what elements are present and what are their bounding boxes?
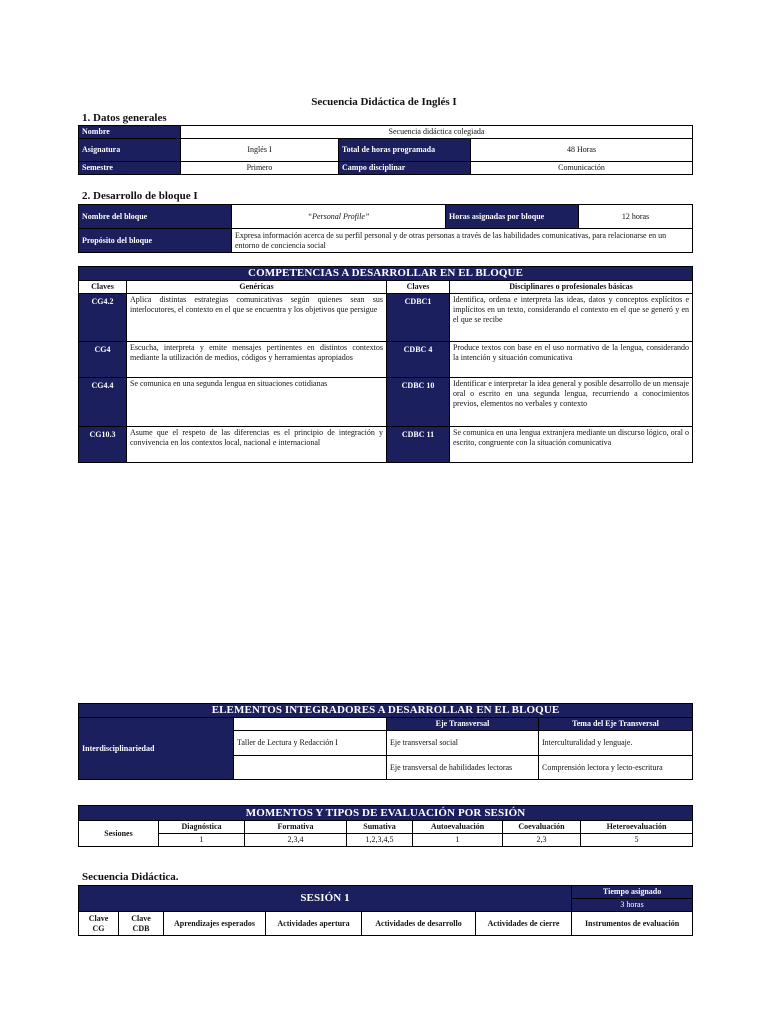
table-row: [79, 378, 693, 427]
col-clave-cdb: Clave CDB: [119, 912, 164, 936]
eval-value: 5: [581, 834, 693, 847]
col-desarrollo: Actividades de desarrollo: [362, 912, 476, 936]
eval-value: 1: [159, 834, 245, 847]
generica-text: Asume que el respeto de las diferencias es el principio de integración y convivencia en los contextos local, nacional e internacional: [127, 427, 387, 463]
horas-value: 12 horas: [579, 205, 693, 229]
tiempo-value: 3 horas: [572, 899, 693, 912]
col-cierre: Actividades de cierre: [476, 912, 572, 936]
total-horas-value: 48 Horas: [471, 139, 693, 162]
tema-item: Interculturalidad y lenguaje.: [539, 731, 693, 756]
col-tema-eje: Tema del Eje Transversal: [539, 718, 693, 731]
table-row: [79, 294, 693, 342]
competencias-header: COMPETENCIAS A DESARROLLAR EN EL BLOQUE: [79, 267, 693, 281]
cdb-key: CDBC 4: [387, 342, 450, 378]
col-instrumentos: Instrumentos de evaluación: [572, 912, 693, 936]
disciplinar-text: Identifica, ordena e interpreta las ideas, datos y conceptos explícitos e implícitos en un texto, considerando el contexto en el que se generó y en el que se recibe: [450, 294, 693, 342]
generica-text: Aplica distintas estrategias comunicativas según quienes sean sus interlocutores, el contexto en el que se encuentra y los objetivos que persigue: [127, 294, 387, 342]
semestre-value: Primero: [181, 162, 339, 175]
eval-type: Autoevaluación: [413, 821, 503, 834]
section-2-heading: 2. Desarrollo de bloque I: [82, 190, 198, 202]
campo-value: Comunicación: [471, 162, 693, 175]
nombre-bloque-label: Nombre del bloque: [79, 205, 232, 229]
evaluacion-header: MOMENTOS Y TIPOS DE EVALUACIÓN POR SESIÓN: [79, 806, 693, 821]
cdb-key: CDBC1: [387, 294, 450, 342]
col-genericas: Genéricas: [127, 281, 387, 294]
table-row: [79, 427, 693, 463]
eje-item: Eje transversal de habilidades lectoras: [387, 756, 539, 780]
generica-text: Escucha, interpreta y emite mensajes pertinentes en distintos contextos mediante la utilización de medios, códigos y herramientas apropiados: [127, 342, 387, 378]
col-claves-cg: Claves: [79, 281, 127, 294]
proposito-value: Expresa información acerca de su perfil personal y de otras personas a través de las habilidades comunicativas, para relacionarse en un entorno de conciencia social: [232, 229, 693, 253]
col-aprendizajes: Aprendizajes esperados: [164, 912, 266, 936]
tiempo-label: Tiempo asignado: [572, 886, 693, 899]
integradores-table: [78, 703, 693, 780]
sesion-title: SESIÓN 1: [79, 886, 572, 912]
asignatura-integradora: Taller de Lectura y Redacción I: [234, 731, 387, 756]
generica-text: Se comunica en una segunda lengua en situaciones cotidianas: [127, 378, 387, 427]
eval-type: Diagnóstica: [159, 821, 245, 834]
cdb-key: CDBC 11: [387, 427, 450, 463]
cg-key: CG4.2: [79, 294, 127, 342]
cg-key: CG4.4: [79, 378, 127, 427]
col-claves-cdb: Claves: [387, 281, 450, 294]
proposito-label: Propósito del bloque: [79, 229, 232, 253]
desarrollo-bloque-table: [78, 204, 693, 253]
disciplinar-text: Identificar e interpretar la idea general y posible desarrollo de un mensaje oral o escrito en una segunda lengua, recurriendo a conocimientos previos, elementos no verbales y contexto: [450, 378, 693, 427]
horas-label: Horas asignadas por bloque: [446, 205, 579, 229]
col-eje-transversal: Eje Transversal: [387, 718, 539, 731]
disciplinar-text: Se comunica en una lengua extranjera mediante un discurso lógico, oral o escrito, congruente con la situación comunicativa: [450, 427, 693, 463]
eval-type: Coevaluación: [503, 821, 581, 834]
cdb-key: CDBC 10: [387, 378, 450, 427]
tema-item: Comprensión lectora y lecto-escritura: [539, 756, 693, 780]
eval-value: 2,3,4: [245, 834, 347, 847]
col-apertura: Actividades apertura: [266, 912, 362, 936]
asignatura-value: Inglés I: [181, 139, 339, 162]
col-clave-cg: Clave CG: [79, 912, 119, 936]
nombre-label: Nombre: [79, 126, 181, 139]
interdisciplinariedad-label: Interdisciplinariedad: [79, 718, 234, 780]
document-title: Secuencia Didáctica de Inglés I: [311, 96, 457, 108]
nombre-value: Secuencia didáctica colegiada: [181, 126, 693, 139]
eval-type: Formativa: [245, 821, 347, 834]
eje-item: Eje transversal social: [387, 731, 539, 756]
eval-type: Sumativa: [347, 821, 413, 834]
col-disciplinares: Disciplinares o profesionales básicas: [450, 281, 693, 294]
campo-label: Campo disciplinar: [339, 162, 471, 175]
eval-type: Heteroevaluación: [581, 821, 693, 834]
total-horas-label: Total de horas programada: [339, 139, 471, 162]
secuencia-table: [78, 885, 693, 936]
secuencia-heading: Secuencia Didáctica.: [82, 871, 179, 883]
semestre-label: Semestre: [79, 162, 181, 175]
integradores-header: ELEMENTOS INTEGRADORES A DESARROLLAR EN EL BLOQUE: [79, 704, 693, 718]
cg-key: CG4: [79, 342, 127, 378]
disciplinar-text: Produce textos con base en el uso normativo de la lengua, considerando la intención y situación comunicativa: [450, 342, 693, 378]
evaluacion-table: [78, 805, 693, 847]
asignatura-label: Asignatura: [79, 139, 181, 162]
eval-value: 2,3: [503, 834, 581, 847]
nombre-bloque-value: “Personal Profile”: [232, 205, 446, 229]
competencias-table: [78, 266, 693, 463]
sesiones-label: Sesiones: [79, 821, 159, 847]
cg-key: CG10.3: [79, 427, 127, 463]
datos-generales-table: [78, 125, 693, 175]
table-row: [79, 342, 693, 378]
eval-value: 1,2,3,4,5: [347, 834, 413, 847]
section-1-heading: 1. Datos generales: [82, 112, 167, 124]
eval-value: 1: [413, 834, 503, 847]
